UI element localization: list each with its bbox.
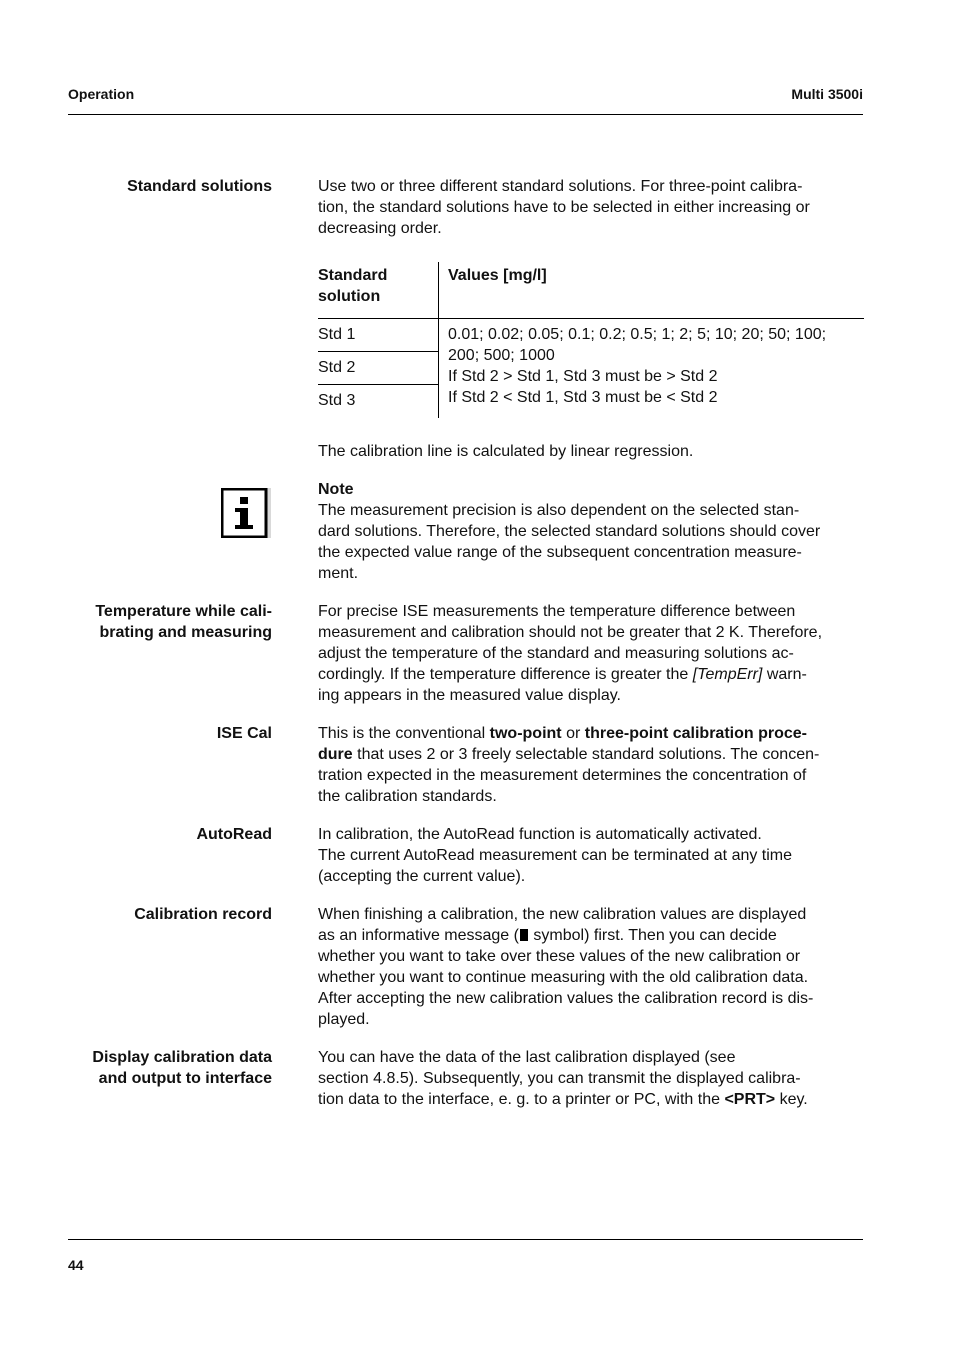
display-calibration-text [318, 1047, 864, 1110]
text-line: For precise ISE measurements the temperature difference between [318, 603, 796, 620]
label-line: and output to interface [98, 1070, 272, 1087]
label-line: brating and measuring [99, 624, 272, 641]
text-line: ment. [318, 565, 359, 582]
text-line [318, 744, 864, 765]
autoread-text [318, 824, 864, 887]
bold-span: dure [318, 746, 353, 763]
label-display-calibration-data [92, 1047, 272, 1089]
text-line: tion, the standard solutions have to be selected in either increasing or [318, 199, 810, 216]
text-line [318, 1089, 864, 1110]
text-span: tion data to the interface, e. g. to a printer or PC, with the [318, 1091, 725, 1108]
text-line: You can have the data of the last calibration displayed (see [318, 1049, 736, 1066]
prt-key-label: <PRT> [724, 1091, 776, 1108]
bold-span: two-point [489, 725, 562, 742]
text-line [318, 664, 864, 685]
ise-cal-text [318, 723, 864, 807]
text-line: After accepting the new calibration values the calibration record is dis- [318, 990, 814, 1007]
temperature-text [318, 601, 864, 706]
column-header-values: Values [mg/l] [439, 262, 865, 319]
header-section-title: Operation [68, 86, 135, 102]
footer-divider [68, 1239, 863, 1240]
text-line: whether you want to continue measuring with the old calibration data. [318, 969, 809, 986]
values-cell [439, 319, 865, 418]
text-line: ing appears in the measured value display. [318, 687, 621, 704]
note-block [318, 479, 864, 584]
text-line: In calibration, the AutoRead function is automatically activated. [318, 826, 762, 843]
text-span: as an informative message ( [318, 927, 519, 944]
text-line: decreasing order. [318, 220, 442, 237]
values-line: If Std 2 > Std 1, Std 3 must be > Std 2 [448, 368, 718, 385]
note-title: Note [318, 481, 354, 498]
text-line: measurement and calibration should not be greater that 2 K. Therefore, [318, 624, 823, 641]
informative-message-icon [520, 929, 528, 941]
values-line: 200; 500; 1000 [448, 347, 555, 364]
header-product-name: Multi 3500i [791, 86, 863, 102]
bold-span: three-point calibration proce- [584, 725, 807, 742]
text-span: symbol) first. Then you can decide [528, 927, 777, 944]
page-header [68, 86, 863, 115]
text-line: (accepting the current value). [318, 868, 526, 885]
text-line: played. [318, 1011, 370, 1028]
info-icon [221, 488, 271, 538]
text-line: whether you want to take over these values of the new calibration or [318, 948, 801, 965]
table-row [318, 319, 864, 352]
column-header-standard-solution [318, 262, 439, 319]
text-line: dard solutions. Therefore, the selected standard solutions should cover [318, 523, 821, 540]
text-span: or [561, 725, 585, 742]
text-line [318, 723, 864, 744]
label-line: Display calibration data [92, 1049, 272, 1066]
header-line: solution [318, 288, 381, 305]
text-span: that uses 2 or 3 freely selectable standard solutions. The concen- [352, 746, 820, 763]
text-line: the calibration standards. [318, 788, 497, 805]
standard-solutions-text [318, 176, 864, 239]
text-line: adjust the temperature of the standard and measuring solutions ac- [318, 645, 794, 662]
text-line: the expected value range of the subsequent concentration measure- [318, 544, 802, 561]
text-span: warn- [762, 666, 807, 683]
header-line: Standard [318, 267, 388, 284]
text-span: This is the conventional [318, 725, 490, 742]
values-line: If Std 2 < Std 1, Std 3 must be < Std 2 [448, 389, 718, 406]
text-line: The current AutoRead measurement can be terminated at any time [318, 847, 793, 864]
label-temperature [95, 601, 272, 643]
label-calibration-record: Calibration record [134, 906, 272, 923]
std-3-cell: Std 3 [318, 392, 356, 409]
text-span: key. [775, 1091, 808, 1108]
temperr-warning-text: [TempErr] [692, 666, 763, 683]
std-2-cell: Std 2 [318, 352, 439, 385]
text-line: Use two or three different standard solutions. For three-point calibra- [318, 178, 803, 195]
standard-solutions-table [318, 262, 864, 418]
text-line [318, 925, 864, 946]
label-line: Temperature while cali- [95, 603, 272, 620]
text-line: When finishing a calibration, the new calibration values are displayed [318, 906, 807, 923]
text-line: tration expected in the measurement determines the concentration of [318, 767, 807, 784]
values-line: 0.01; 0.02; 0.05; 0.1; 0.2; 0.5; 1; 2; 5; 10; 20; 50; 100; [448, 326, 827, 343]
table-header-row [318, 262, 864, 319]
text-line: section 4.8.5). Subsequently, you can transmit the displayed calibra- [318, 1070, 801, 1087]
text-span: cordingly. If the temperature difference is greater the [318, 666, 693, 683]
text-line: The measurement precision is also dependent on the selected stan- [318, 502, 800, 519]
std-1-cell: Std 1 [318, 319, 439, 352]
page-number: 44 [68, 1257, 84, 1273]
label-standard-solutions: Standard solutions [127, 178, 272, 195]
regression-text: The calibration line is calculated by linear regression. [318, 443, 694, 460]
calibration-record-text [318, 904, 864, 1030]
label-autoread: AutoRead [196, 826, 272, 843]
label-ise-cal: ISE Cal [216, 725, 272, 742]
